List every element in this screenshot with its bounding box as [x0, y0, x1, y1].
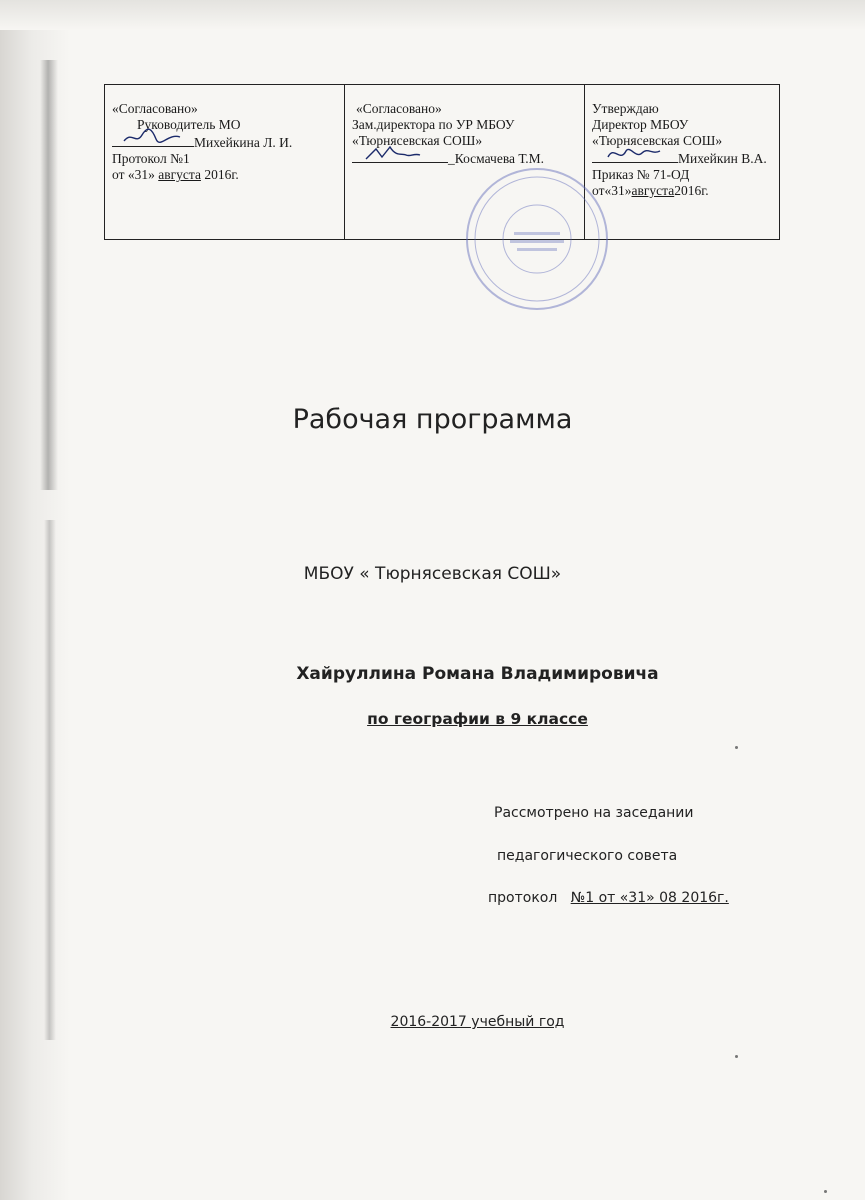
- subject-line: по географии в 9 классе: [367, 710, 588, 728]
- scan-speck: [735, 746, 738, 749]
- date-year: 2016г.: [204, 167, 239, 182]
- approval-table: [104, 84, 780, 240]
- date-prefix: от«31»: [592, 183, 632, 198]
- review-line-3: [488, 890, 729, 906]
- approval-heading: Утверждаю: [592, 101, 659, 116]
- date-month: августа: [631, 183, 675, 198]
- approval-name: Михейкин В.А.: [678, 151, 767, 166]
- review-protocol-detail: №1 от «31» 08 2016г.: [570, 890, 729, 906]
- approval-school: «Тюрнясевская СОШ»: [352, 133, 483, 148]
- scan-speck: [824, 1190, 827, 1193]
- review-line-2: педагогического совета: [497, 848, 678, 864]
- signature-icon: [122, 127, 182, 147]
- signature-line: [112, 133, 194, 147]
- approval-date: [592, 183, 773, 199]
- scan-streak: [44, 520, 56, 1040]
- signature-icon: [362, 143, 422, 163]
- approval-signature-row: [592, 149, 773, 167]
- signature-icon: [602, 143, 662, 163]
- approval-date: [112, 167, 338, 183]
- school-name: МБОУ « Тюрнясевская СОШ»: [303, 564, 562, 584]
- author-name: Хайруллина Романа Владимировича: [296, 664, 659, 684]
- approval-name: _Космачева Т.М.: [448, 151, 545, 166]
- date-prefix: от «31»: [112, 167, 155, 182]
- approval-role: Зам.директора по УР МБОУ: [352, 117, 515, 132]
- date-year: 2016г.: [674, 183, 709, 198]
- scan-top-edge: [0, 0, 865, 30]
- scan-speck: [735, 1055, 738, 1058]
- approval-school: «Тюрнясевская СОШ»: [592, 133, 723, 148]
- review-line-1: Рассмотрено на заседании: [494, 805, 694, 821]
- approval-protocol: Протокол №1: [112, 151, 190, 166]
- approval-role: Руководитель МО: [137, 117, 241, 132]
- signature-line: [352, 149, 448, 163]
- approval-role: Директор МБОУ: [592, 117, 689, 132]
- approval-signature-row: [112, 133, 338, 151]
- page-title: Рабочая программа: [292, 404, 573, 435]
- approval-cell-director: [585, 85, 780, 240]
- date-month: августа: [158, 167, 201, 182]
- academic-year: 2016-2017 учебный год: [390, 1014, 565, 1030]
- approval-heading: «Согласовано»: [356, 101, 442, 116]
- official-stamp-icon: [462, 164, 612, 314]
- review-protocol-label: протокол: [488, 890, 558, 906]
- approval-cell-mo: [105, 85, 345, 240]
- approval-name: Михейкина Л. И.: [194, 135, 293, 150]
- approval-order: Приказ № 71-ОД: [592, 167, 690, 182]
- signature-line: [592, 149, 678, 163]
- approval-heading: «Согласовано»: [112, 101, 198, 116]
